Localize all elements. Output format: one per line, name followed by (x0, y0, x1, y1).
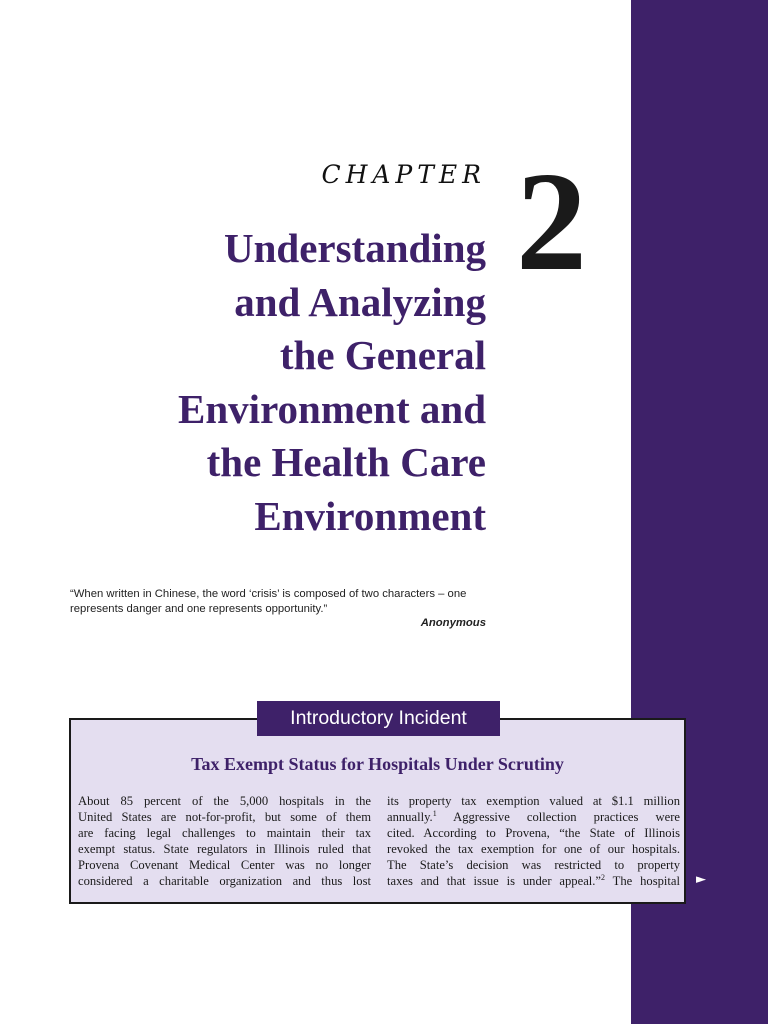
text-fragment: The hospital (605, 874, 680, 889)
text-fragment: annually. (387, 810, 433, 825)
epigraph-author: Anonymous (420, 617, 486, 629)
text-line: considered a charitable organization and thus lost (78, 874, 371, 889)
chapter-title-line: the General (279, 332, 486, 378)
text-line (387, 873, 680, 889)
text-line: revoked the tax exemption for one of our hospitals. (387, 842, 680, 857)
footnote-marker: 1 (432, 809, 437, 819)
incident-title: Tax Exempt Status for Hospitals Under Scrutiny (191, 754, 564, 774)
footnote-marker: 2 (601, 873, 606, 883)
epigraph-quote: “When written in Chinese, the word ‘crisis’ is composed of two characters – one represents danger and one represents opportunity.” (70, 588, 467, 615)
text-line: cited. According to Provena, “the State of Illinois (387, 826, 680, 841)
text-line: About 85 percent of the 5,000 hospitals in the (78, 794, 371, 808)
triangle-right-icon[interactable]: ► (696, 872, 706, 887)
text-line: exempt status. State regulators in Illinois ruled that (78, 842, 371, 857)
text-line (387, 809, 680, 825)
chapter-title-line: Environment (254, 492, 486, 539)
text-line: its property tax exemption valued at $1.1 million (387, 794, 680, 808)
text-line: are facing legal challenges to maintain their tax (78, 826, 371, 841)
text-line: The State’s decision was restricted to property (387, 858, 680, 873)
text-line: Provena Covenant Medical Center was no longer (78, 858, 371, 873)
incident-text-right (387, 793, 680, 890)
chapter-label: CHAPTER (321, 160, 486, 189)
text-fragment: taxes and that issue is under appeal.” (387, 874, 602, 889)
chapter-title-line: Environment and (178, 385, 486, 432)
chapter-title-line: Understanding (223, 225, 486, 271)
text-line: United States are not-for-profit, but some of them (78, 810, 371, 825)
incident-text-left (78, 793, 371, 890)
chapter-title-line: the Health Care (206, 439, 486, 485)
introductory-incident-label: Introductory Incident (257, 701, 500, 736)
chapter-title (66, 222, 486, 543)
chapter-number: 2 (516, 142, 587, 300)
chapter-title-line: and Analyzing (234, 278, 486, 325)
text-fragment: Aggressive collection practices were (436, 810, 680, 825)
